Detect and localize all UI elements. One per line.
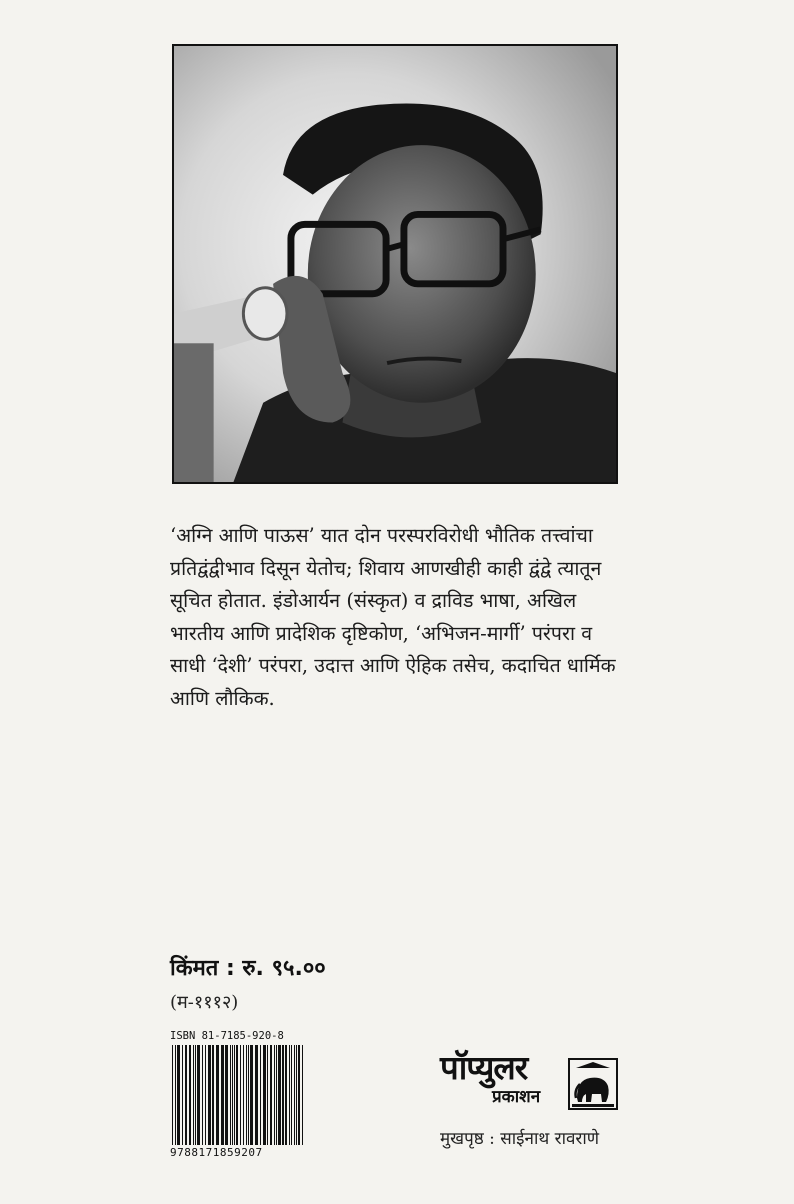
- isbn-number: ISBN 81-7185-920-8: [170, 1030, 284, 1042]
- barcode-bar: [189, 1045, 191, 1145]
- back-cover-blurb: [170, 520, 640, 715]
- blurb-line: सूचित होतात. इंडोआर्यन (संस्कृत) व द्राविड भाषा, अखिल: [170, 589, 577, 612]
- barcode-bar: [195, 1045, 196, 1145]
- blurb-line: ‘अग्नि आणि पाऊस’ यात दोन परस्परविरोधी भौतिक तत्त्वांचा: [170, 524, 593, 547]
- catalog-code: (म-१११२): [170, 992, 239, 1013]
- barcode-bar: [282, 1045, 284, 1145]
- barcode-bar: [296, 1045, 297, 1145]
- barcode-bar: [276, 1045, 277, 1145]
- barcode-bar: [182, 1045, 183, 1145]
- blurb-line: आणि लौकिक.: [170, 686, 275, 710]
- barcode-bar: [202, 1045, 203, 1145]
- isbn-barcode: [170, 1030, 310, 1159]
- blurb-line: प्रतिद्वंद्वीभाव दिसून येतोच; शिवाय आणखीही काही द्वंद्वे त्यातून: [170, 556, 602, 580]
- barcode-bar: [260, 1045, 261, 1145]
- barcode-bars: [170, 1045, 308, 1145]
- barcode-bar: [248, 1045, 249, 1145]
- barcode-bar: [278, 1045, 281, 1145]
- barcode-bar: [216, 1045, 219, 1145]
- barcode-bar: [267, 1045, 268, 1145]
- publisher-name: पॉप्युलर: [440, 1048, 528, 1087]
- barcode-bar: [193, 1045, 194, 1145]
- publisher-subtitle: प्रकाशन: [492, 1087, 541, 1107]
- barcode-bar: [291, 1045, 292, 1145]
- barcode-bar: [289, 1045, 290, 1145]
- barcode-digits: 9788171859207: [170, 1146, 263, 1159]
- barcode-bar: [197, 1045, 200, 1145]
- barcode-bar: [234, 1045, 235, 1145]
- barcode-bar: [274, 1045, 275, 1145]
- barcode-bar: [243, 1045, 244, 1145]
- barcode-bar: [212, 1045, 214, 1145]
- barcode-bar: [208, 1045, 211, 1145]
- price-label: किंमत : रु. ९५.००: [170, 956, 326, 981]
- barcode-bar: [221, 1045, 224, 1145]
- barcode-bar: [263, 1045, 266, 1145]
- barcode-bar: [270, 1045, 272, 1145]
- barcode-bar: [236, 1045, 238, 1145]
- author-photo: [172, 44, 618, 484]
- barcode-bar: [298, 1045, 300, 1145]
- barcode-bar: [255, 1045, 258, 1145]
- barcode-bar: [225, 1045, 228, 1145]
- barcode-bar: [246, 1045, 247, 1145]
- barcode-bar: [294, 1045, 295, 1145]
- blurb-line: साधी ‘देशी’ परंपरा, उदात्त आणि ऐहिक तसेच, कदाचित धार्मिक: [170, 654, 616, 677]
- cover-design-credit: मुखपृष्ठ : साईनाथ रावराणे: [440, 1129, 600, 1149]
- barcode-bar: [240, 1045, 241, 1145]
- barcode-bar: [205, 1045, 206, 1145]
- barcode-bar: [177, 1045, 180, 1145]
- blurb-line: भारतीय आणि प्रादेशिक दृष्टिकोण, ‘अभिजन-मार्गी’ परंपरा व: [170, 621, 593, 645]
- barcode-bar: [250, 1045, 253, 1145]
- barcode-bar: [175, 1045, 176, 1145]
- barcode-bar: [302, 1045, 303, 1145]
- author-portrait-image: [174, 46, 616, 482]
- publisher-logo: [440, 1050, 540, 1107]
- barcode-bar: [285, 1045, 287, 1145]
- elephant-emblem-icon: [568, 1058, 618, 1110]
- barcode-bar: [230, 1045, 231, 1145]
- barcode-bar: [185, 1045, 187, 1145]
- barcode-bar: [172, 1045, 173, 1145]
- barcode-bar: [232, 1045, 233, 1145]
